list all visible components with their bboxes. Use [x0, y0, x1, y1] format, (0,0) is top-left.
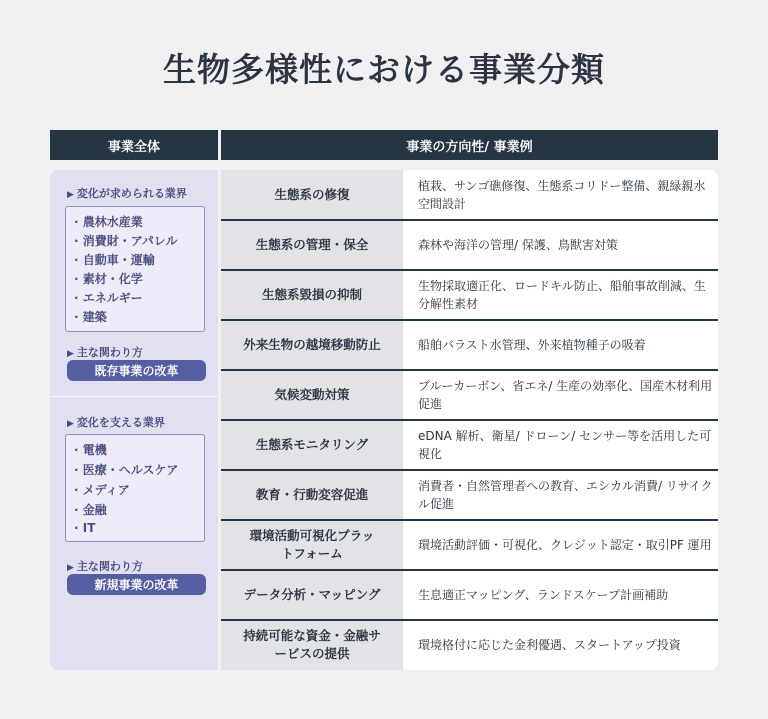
example-cell: 船舶バラスト水管理、外来植物種子の吸着: [418, 338, 646, 352]
example-cell: 生息適正マッピング、ランドスケープ計画補助: [418, 588, 669, 602]
table-row: [221, 170, 718, 220]
industry-item: · エネルギー: [74, 291, 143, 305]
example-cell: 環境活動評価・可視化、クレジット認定・取引PF 運用: [418, 538, 712, 552]
group-heading: ▶ 変化を支える業界: [67, 416, 165, 429]
category-cell: 生態系の修復: [274, 187, 350, 202]
table-row: [221, 320, 718, 370]
industry-list-box: [65, 206, 205, 332]
example-cell: 消費者・自然管理者への教育、エシカル消費/ リサイクル促進: [418, 479, 713, 511]
page-title: 生物多様性における事業分類: [163, 50, 605, 89]
involvement-heading: ▶ 主な関わり方: [67, 560, 143, 573]
table-row: [221, 420, 718, 470]
industry-item: · 医療・ヘルスケア: [74, 463, 179, 477]
group-divider: [50, 396, 218, 397]
industry-panel: [50, 170, 218, 670]
table-row: [221, 520, 718, 570]
category-cell: 気候変動対策: [274, 387, 350, 402]
header-overall-business: 事業全体: [50, 130, 218, 160]
category-cell: 環境活動可視化プラットフォーム: [249, 528, 375, 561]
category-cell: 生態系の管理・保全: [255, 237, 369, 252]
example-cell: 森林や海洋の管理/ 保護、鳥獣害対策: [418, 238, 618, 252]
example-cell: 環境格付に応じた金利優遇、スタートアップ投資: [418, 638, 681, 652]
table-row: [221, 220, 718, 270]
industry-item: · 農林水産業: [74, 215, 143, 229]
example-cell: 生物採取適正化、ロードキル防止、船舶事故削減、生分解性素材: [418, 279, 706, 311]
involvement-badge: 既存事業の改革: [67, 360, 206, 381]
example-cell: 植栽、サンゴ礁修復、生態系コリドー整備、親緑親水空間設計: [418, 179, 706, 211]
table-row: [221, 370, 718, 420]
triangle-right-icon: ▶: [67, 349, 74, 359]
involvement-badge: 新規事業の改革: [67, 574, 206, 595]
group-heading: ▶ 変化が求められる業界: [67, 187, 187, 200]
table-row: [221, 570, 718, 620]
triangle-right-icon: ▶: [67, 419, 74, 429]
table-row: [221, 470, 718, 520]
industry-item: · 自動車・運輸: [74, 253, 155, 267]
business-table: [221, 170, 718, 670]
category-cell: 生態系毀損の抑制: [261, 287, 362, 302]
triangle-right-icon: ▶: [67, 190, 74, 200]
industry-list-box: [65, 434, 205, 542]
industry-item: · 素材・化学: [74, 272, 143, 286]
industry-item: · 建築: [74, 310, 107, 324]
industry-item: · 消費財・アパレル: [74, 234, 178, 248]
triangle-right-icon: ▶: [67, 563, 74, 573]
category-cell: 教育・行動変容促進: [255, 487, 369, 502]
industry-item: · 電機: [74, 443, 107, 457]
involvement-heading: ▶ 主な関わり方: [67, 346, 143, 359]
category-cell: 生態系モニタリング: [255, 437, 369, 452]
table-row: [221, 620, 718, 670]
example-cell: ブルーカーボン、省エネ/ 生産の効率化、国産木材利用促進: [418, 379, 713, 411]
example-cell: eDNA 解析、衛星/ ドローン/ センサー等を活用した可視化: [418, 429, 712, 461]
category-cell: 外来生物の越境移動防止: [243, 337, 381, 352]
header-business-direction: 事業の方向性/ 事業例: [221, 130, 718, 160]
table-row: [221, 270, 718, 320]
category-cell: データ分析・マッピング: [243, 587, 381, 602]
industry-item: · メディア: [74, 483, 130, 497]
industry-item: · 金融: [74, 503, 107, 517]
category-cell: 持続可能な資金・金融サービスの提供: [243, 628, 381, 661]
industry-item: · IT: [74, 521, 96, 535]
